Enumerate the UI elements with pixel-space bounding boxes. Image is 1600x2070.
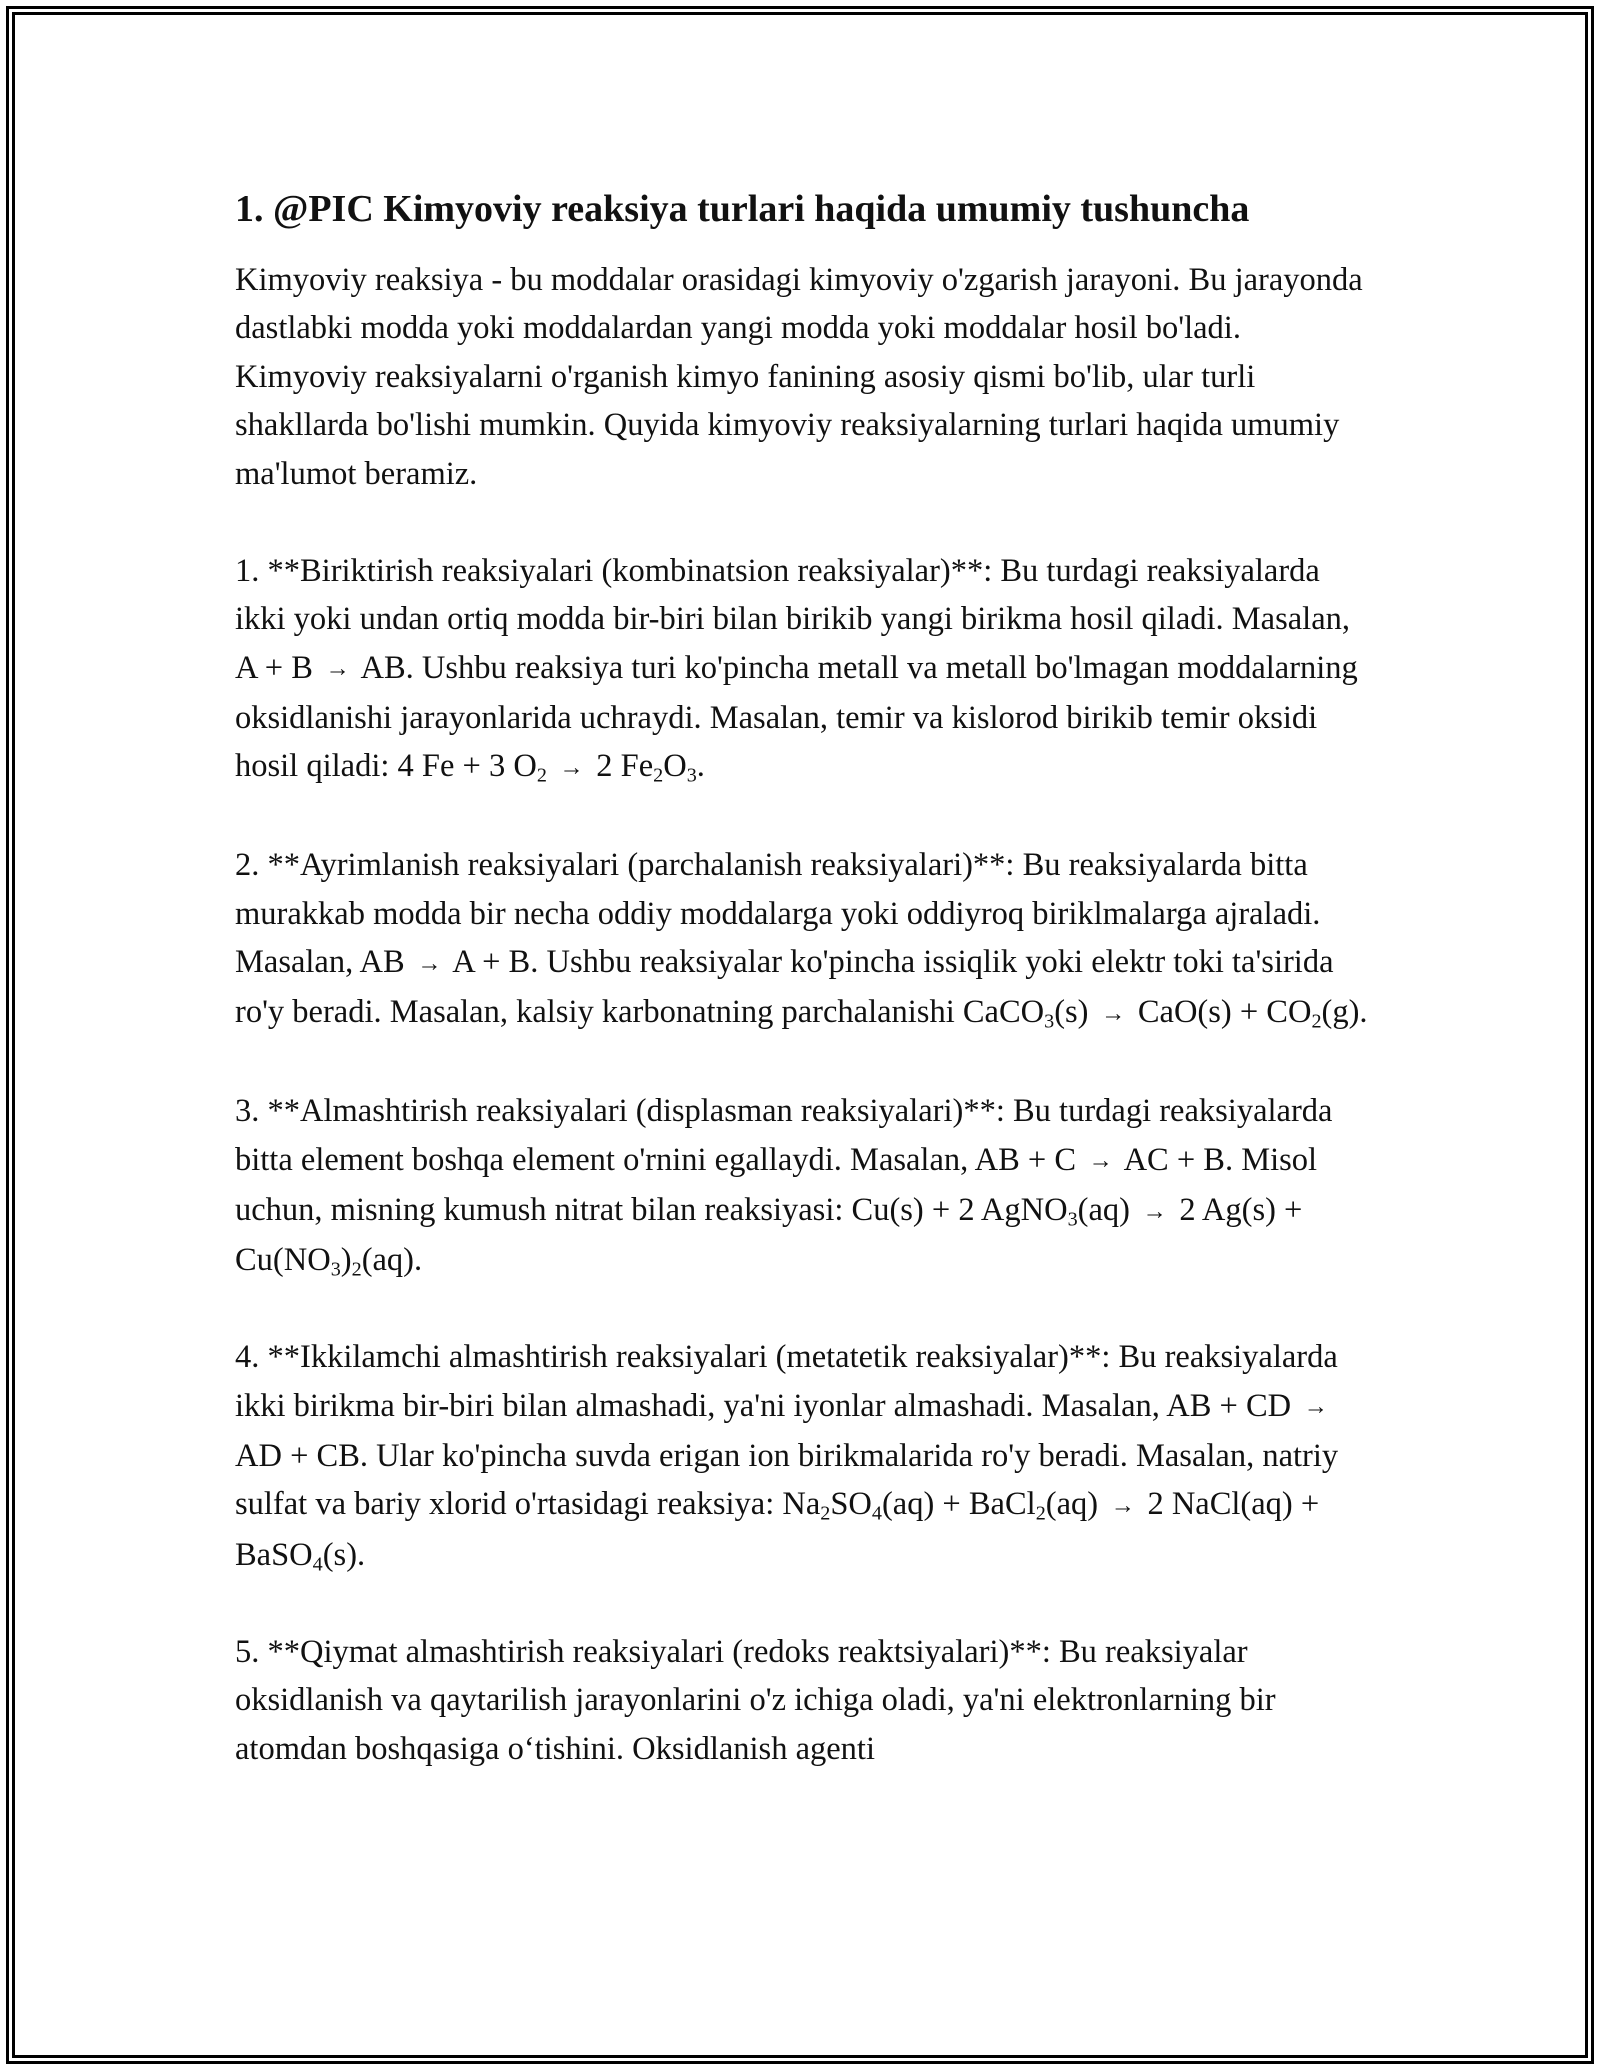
intro-paragraph: Kimyoviy reaksiya - bu moddalar orasidagi kimyoviy o'zgarish jarayoni. Bu jarayonda dastlabki modda yoki moddalardan yangi modda yoki moddalar hosil bo'ladi. Kimyoviy reaksiyalarni o'rganish kimyo fanining asosiy qismi bo'lib, ular turli shakllarda bo'lishi mumkin. Quyida kimyoviy reaksiyalarning turlari haqida umumiy ma'lumot beramiz. bbox=[235, 261, 1363, 492]
reaction-arrow: → bbox=[1100, 1000, 1126, 1028]
text-segment: O bbox=[663, 748, 687, 785]
text-segment: 2 Ag(s) + Cu(NO bbox=[235, 1191, 1303, 1279]
text-segment: AC + B. Misol uchun, misning kumush nitrat bilan reaksiyasi: Cu(s) + 2 AgNO bbox=[235, 1141, 1318, 1228]
reaction-arrow: → bbox=[1142, 1197, 1167, 1225]
text-segment: (aq) + BaCl bbox=[881, 1486, 1036, 1523]
subscript: 2 bbox=[820, 1503, 831, 1526]
subscript: 3 bbox=[686, 764, 697, 787]
subscript: 3 bbox=[1044, 1010, 1055, 1033]
paragraph-displacement-reactions bbox=[235, 1087, 1370, 1285]
reaction-arrow: → bbox=[325, 655, 350, 683]
reaction-arrow: → bbox=[1088, 1147, 1113, 1175]
text-segment: 2 NaCl(aq) + BaSO bbox=[235, 1486, 1320, 1573]
text-segment: CaO(s) + CO bbox=[1129, 994, 1312, 1031]
text-segment: (g). bbox=[1321, 994, 1368, 1031]
subscript: 2 bbox=[536, 764, 547, 787]
subscript: 2 bbox=[1311, 1010, 1322, 1033]
text-segment: 3. **Almashtirish reaksiyalari (displasman reaksiyalari)**: Bu turdagi reaksiyalarda bitta element boshqa element o'rnini egallaydi. Masalan, AB + C bbox=[235, 1093, 1333, 1178]
reaction-arrow: → bbox=[1303, 1393, 1328, 1421]
paragraph-metathesis-reactions bbox=[235, 1333, 1370, 1579]
text-segment: AD + CB. Ular ko'pincha suvda erigan ion birikmalarida ro'y beradi. Masalan, natriy sulfat va bariy xlorid o'rtasidagi reaksiya: Na bbox=[235, 1437, 1339, 1523]
text-segment: . bbox=[696, 748, 705, 785]
paragraph-redox-reactions: 5. **Qiymat almashtirish reaksiyalari (redoks reaktsiyalari)**: Bu reaksiyalar oksidlanish va qaytarilish jarayonlarini o'z ichiga oladi, ya'ni elektronlarning bir atomdan boshqasiga o‘tishini. Oksidlanish agenti bbox=[235, 1633, 1276, 1767]
subscript: 2 bbox=[653, 764, 664, 787]
text-segment: AB. Ushbu reaksiya turi ko'pincha metall va metall bo'lmagan moddalarning oksidlanishi jarayonlarida uchraydi. Masalan, temir va kislorod birikib temir oksidi hosil qiladi: 4 Fe + 3 O bbox=[235, 649, 1358, 785]
document-body bbox=[235, 186, 1370, 1822]
paragraph-combination-reactions bbox=[235, 547, 1370, 793]
text-segment: 2 Fe bbox=[588, 748, 654, 785]
text-segment: (s). bbox=[322, 1536, 366, 1573]
subscript: 2 bbox=[1035, 1503, 1046, 1526]
reaction-arrow: → bbox=[417, 949, 442, 977]
subscript: 2 bbox=[351, 1258, 362, 1281]
document-heading: 1. @PIC Kimyoviy reaksiya turlari haqida umumiy tushuncha bbox=[235, 188, 1250, 230]
reaction-arrow: → bbox=[1110, 1492, 1135, 1520]
text-segment: 1. **Biriktirish reaksiyalari (kombinatsion reaksiyalar)**: Bu turdagi reaksiyalarda ikki yoki undan ortiq modda bir-biri bilan birikib yangi birikma hosil qiladi. Masalan, A + B bbox=[235, 552, 1351, 686]
subscript: 4 bbox=[312, 1553, 323, 1576]
text-segment: SO bbox=[830, 1486, 872, 1523]
subscript: 4 bbox=[871, 1503, 882, 1526]
text-segment: 4. **Ikkilamchi almashtirish reaksiyalari (metatetik reaksiyalar)**: Bu reaksiyalarda ikki birikma bir-biri bilan almashadi, ya'ni iyonlar almashadi. Masalan, AB + CD bbox=[235, 1339, 1338, 1424]
text-segment: (aq) bbox=[1077, 1191, 1139, 1228]
text-segment: (aq). bbox=[361, 1242, 423, 1279]
text-segment: (s) bbox=[1054, 994, 1097, 1031]
text-segment: (aq) bbox=[1045, 1486, 1107, 1523]
paragraph-decomposition-reactions bbox=[235, 841, 1370, 1039]
subscript: 3 bbox=[330, 1258, 341, 1281]
text-segment: ) bbox=[340, 1242, 352, 1279]
reaction-arrow: → bbox=[559, 754, 584, 782]
text-segment: A + B. Ushbu reaksiyalar ko'pincha issiqlik yoki elektr toki ta'sirida ro'y beradi. Masalan, kalsiy karbonatning parchalanishi CaCO bbox=[235, 944, 1334, 1031]
subscript: 3 bbox=[1067, 1208, 1078, 1231]
text-segment: 2. **Ayrimlanish reaksiyalari (parchalanish reaksiyalari)**: Bu reaksiyalarda bitta murakkab modda bir necha oddiy moddalarga yoki oddiyroq biriklmalarga ajraladi. Masalan, AB bbox=[235, 847, 1321, 981]
